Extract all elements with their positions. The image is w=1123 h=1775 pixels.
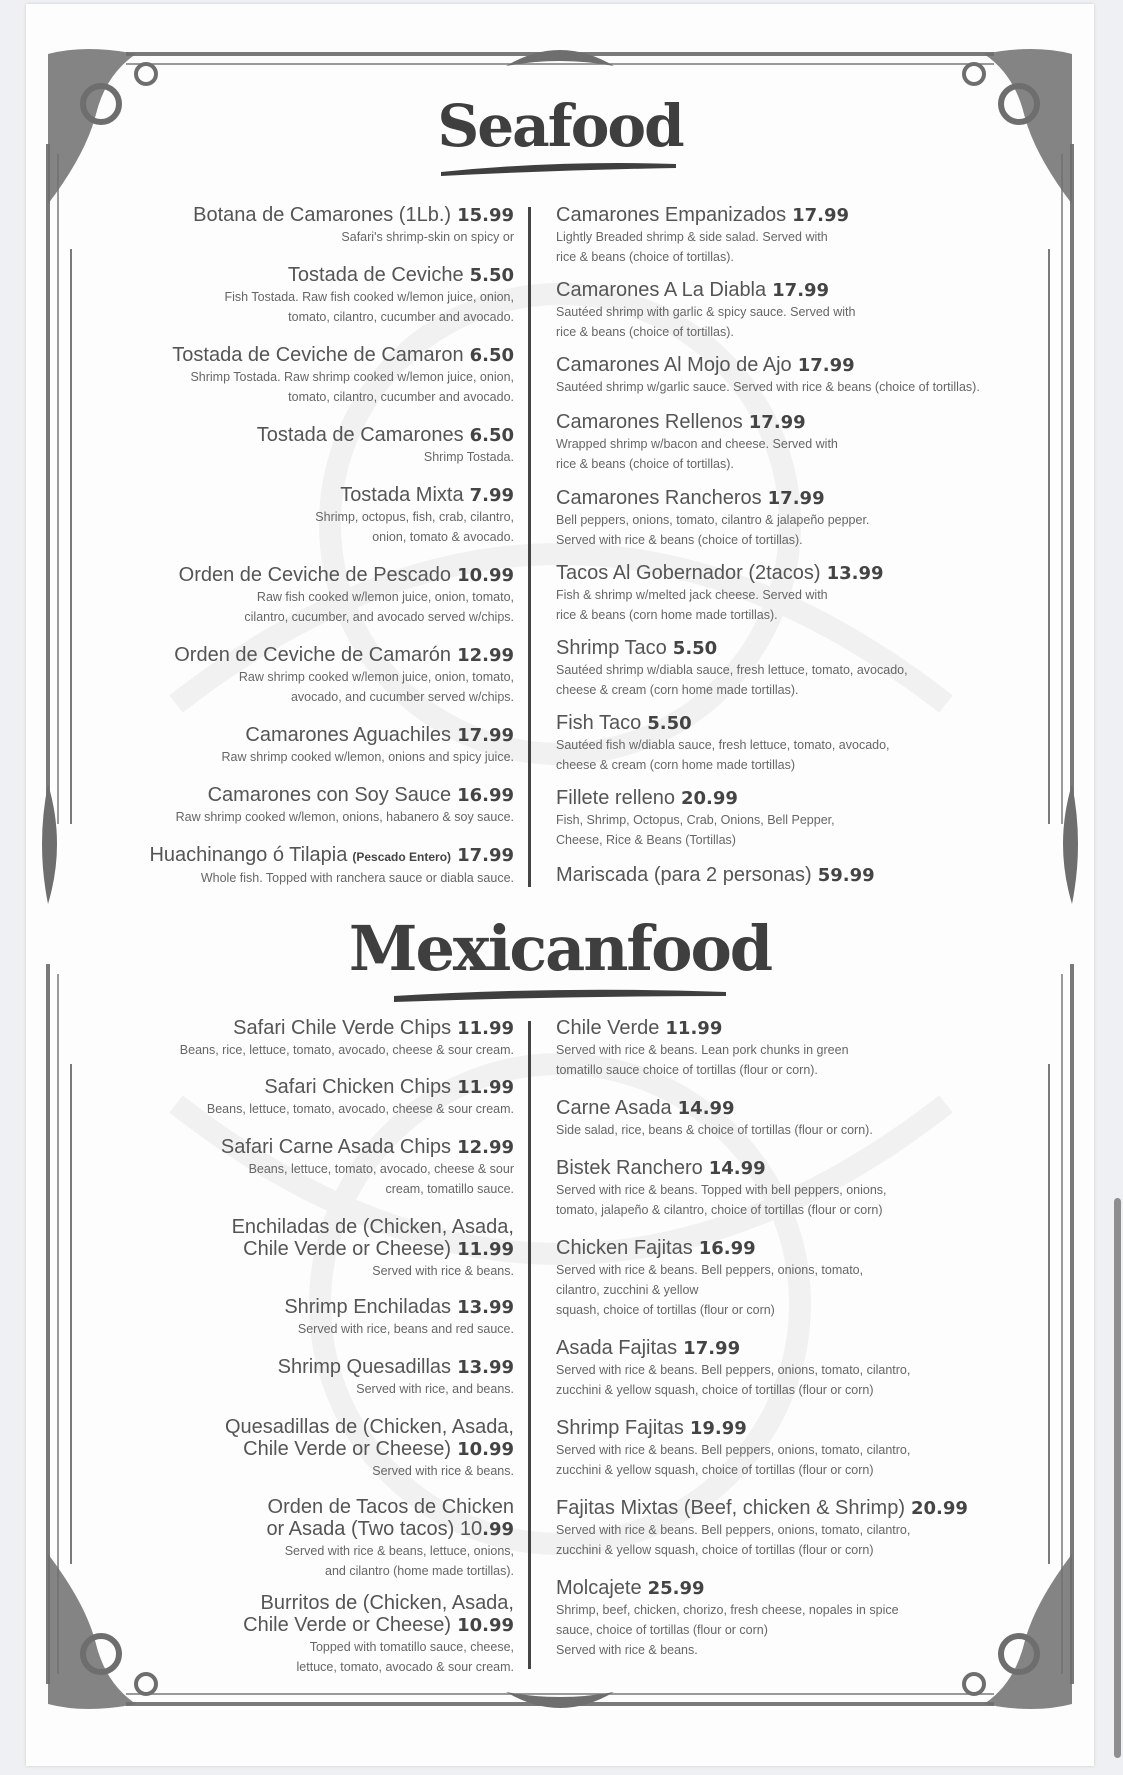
menu-item: [556, 1577, 899, 1660]
item-description: Shrimp, beef, chicken, chorizo, fresh cheese, nopales in spice: [556, 1603, 899, 1617]
item-name: Quesadillas de (Chicken, Asada,: [224, 1416, 514, 1438]
item-name: Safari Carne Asada Chips: [220, 1136, 452, 1158]
item-price: 13.99: [457, 1297, 514, 1318]
item-description: cheese & cream (corn home made tortillas).: [556, 683, 799, 697]
item-description: rice & beans (corn home made tortillas).: [556, 608, 778, 622]
menu-item: [315, 484, 514, 547]
menu-item: [556, 279, 855, 342]
menu-item: [180, 1017, 514, 1060]
menu-item: [176, 784, 514, 827]
menu-item: [556, 712, 890, 775]
menu-item: [556, 354, 980, 397]
item-description: cilantro, cucumber, and avocado served w/chips.: [244, 610, 514, 624]
menu-item: [257, 424, 514, 467]
item-price: 17.99: [683, 1338, 741, 1359]
item-description: Raw shrimp cooked w/lemon, onions, habanero & soy sauce.: [175, 810, 514, 824]
item-name-line: [257, 424, 514, 447]
item-name-line: [556, 1017, 849, 1040]
item-name: Tostada de Camarones: [256, 424, 464, 446]
item-name: Camarones Aguachiles: [245, 724, 452, 746]
item-description: Served with rice & beans, lettuce, onions,: [284, 1544, 514, 1558]
item-price: 17.99: [792, 205, 850, 226]
item-price: 17.99: [748, 412, 806, 433]
item-description: Lightly Breaded shrimp & side salad. Served with: [556, 230, 828, 244]
item-name: Shrimp Fajitas: [556, 1417, 684, 1439]
menu-item: [193, 204, 514, 247]
item-name: Tostada de Ceviche: [287, 264, 464, 286]
menu-item: [556, 562, 884, 625]
item-description: Served with rice & beans. Bell peppers, onions, tomato,: [556, 1263, 864, 1277]
item-name-line: [556, 411, 838, 434]
item-name-continued: or Asada (Two tacos) 10: [266, 1518, 483, 1540]
item-name: Tacos Al Gobernador (2tacos): [556, 562, 821, 584]
item-description: Served with rice, beans and red sauce.: [297, 1322, 514, 1336]
menu-item: [172, 344, 514, 407]
item-name-line: [284, 1296, 514, 1319]
item-price: 13.99: [826, 563, 884, 584]
menu-item: [174, 644, 514, 707]
mexicanfood-title: Mexicanfood: [348, 912, 772, 985]
item-price: 10.99: [457, 1439, 514, 1460]
item-description: Shrimp Tostada.: [423, 450, 514, 464]
menu-item: [556, 1157, 887, 1220]
item-description: tomato, cilantro, cucumber and avocado.: [288, 390, 514, 404]
item-description: Sautéed fish w/diabla sauce, fresh lettuce, tomato, avocado,: [556, 738, 890, 752]
item-name-line: [556, 562, 884, 585]
menu-item: [232, 1216, 514, 1281]
item-description: Raw shrimp cooked w/lemon juice, onion, tomato,: [238, 670, 514, 684]
item-description: lettuce, tomato, avocado & sour cream.: [296, 1660, 514, 1674]
item-description: Served with rice & beans. Bell peppers, onions, tomato, cilantro,: [556, 1523, 911, 1537]
menu-item: [556, 1417, 910, 1480]
item-price: 16.99: [698, 1238, 756, 1259]
item-description: Served with rice & beans (choice of tortillas).: [556, 533, 803, 547]
item-price: 15.99: [457, 205, 514, 226]
item-description: Served with rice & beans. Bell peppers, onions, tomato, cilantro,: [556, 1363, 911, 1377]
item-name-line: [556, 712, 890, 735]
item-description: Served with rice & beans. Bell peppers, onions, tomato, cilantro,: [556, 1443, 911, 1457]
menu-item: [556, 204, 849, 267]
item-name-line: [556, 864, 875, 887]
menu-item: [556, 864, 875, 887]
item-name: Camarones A La Diabla: [556, 279, 767, 301]
item-description: rice & beans (choice of tortillas).: [556, 325, 734, 339]
item-price: 11.99: [665, 1018, 723, 1039]
item-name: Camarones con Soy Sauce: [207, 784, 452, 806]
item-name-line: [556, 1097, 873, 1120]
item-name: Botana de Camarones (1Lb.): [193, 204, 452, 226]
item-name-line: [193, 204, 514, 227]
item-description: Fish Tostada. Raw fish cooked w/lemon juice, onion,: [224, 290, 514, 304]
item-description: Served with rice & beans.: [372, 1464, 514, 1478]
menu-item: [556, 1097, 873, 1140]
menu-item: [266, 1496, 514, 1581]
item-name-line: [224, 264, 514, 287]
menu-item: [556, 1497, 968, 1560]
item-description: and cilantro (home made tortillas).: [325, 1564, 514, 1578]
item-name-line: [556, 637, 908, 660]
item-name: Huachinango ó Tilapia: [149, 844, 348, 866]
item-name: Camarones Empanizados: [556, 204, 787, 226]
menu-item: [556, 1337, 910, 1400]
item-description: cheese & cream (corn home made tortillas): [556, 758, 795, 772]
item-description: cream, tomatillo sauce.: [385, 1182, 514, 1196]
item-name-line: [556, 1337, 910, 1360]
item-description: rice & beans (choice of tortillas).: [556, 457, 734, 471]
item-price: 19.99: [689, 1418, 747, 1439]
item-price: 25.99: [647, 1578, 705, 1599]
item-description: Whole fish. Topped with ranchera sauce or diabla sauce.: [200, 871, 514, 885]
item-description: zucchini & yellow squash, choice of tortillas (flour or corn): [556, 1543, 874, 1557]
item-name-line: [232, 1216, 514, 1238]
menu-item: [284, 1296, 514, 1339]
item-name-line: [556, 787, 835, 810]
item-description: Served with rice & beans.: [372, 1264, 514, 1278]
seafood-column-divider: [528, 207, 531, 887]
item-description: sauce, choice of tortillas (flour or corn): [556, 1623, 768, 1637]
menu-item: [243, 1592, 514, 1677]
item-price: 17.99: [772, 280, 830, 301]
item-name-line: [556, 1497, 968, 1520]
menu-item: [222, 724, 515, 767]
item-description: cilantro, zucchini & yellow: [556, 1283, 699, 1297]
item-note: (Pescado Entero): [352, 850, 452, 864]
item-name-line: [556, 1237, 863, 1260]
menu-item: [556, 1237, 863, 1320]
item-price: 59.99: [817, 865, 875, 886]
item-description: Sautéed shrimp w/garlic sauce. Served with rice & beans (choice of tortillas).: [556, 380, 980, 394]
item-description: Fish, Shrimp, Octopus, Crab, Onions, Bell Pepper,: [556, 813, 835, 827]
item-description: squash, choice of tortillas (flour or corn): [556, 1303, 775, 1317]
item-name: Chicken Fajitas: [556, 1237, 693, 1259]
item-description: rice & beans (choice of tortillas).: [556, 250, 734, 264]
item-name-line: [174, 644, 514, 667]
item-name: Orden de Ceviche de Pescado: [178, 564, 452, 586]
item-description: zucchini & yellow squash, choice of tortillas (flour or corn): [556, 1383, 874, 1397]
item-name: Asada Fajitas: [556, 1337, 678, 1359]
item-name-continued: Chile Verde or Cheese): [243, 1614, 452, 1636]
item-price: 5.50: [672, 638, 718, 659]
item-price: 6.50: [469, 425, 514, 446]
item-description: onion, tomato & avocado.: [372, 530, 514, 544]
menu-item: [556, 487, 869, 550]
item-name-line: [176, 784, 514, 807]
menu-item: [278, 1356, 514, 1399]
item-description: Shrimp, octopus, fish, crab, cilantro,: [315, 510, 514, 524]
item-price: 11.99: [457, 1018, 514, 1039]
item-name: Tostada Mixta: [340, 484, 464, 506]
item-price: 6.50: [469, 345, 514, 366]
menu-item: [224, 264, 514, 327]
item-description: Cheese, Rice & Beans (Tortillas): [556, 833, 736, 847]
item-name: Shrimp Quesadillas: [277, 1356, 452, 1378]
item-name: Mariscada (para 2 personas): [556, 864, 812, 886]
title-underline-icon: [441, 163, 676, 176]
item-name-line: [180, 1017, 514, 1040]
item-description: Sautéed shrimp w/diabla sauce, fresh lettuce, tomato, avocado,: [556, 663, 908, 677]
item-name-line: [556, 1577, 899, 1600]
item-description: avocado, and cucumber served w/chips.: [290, 690, 514, 704]
item-name-line: [556, 487, 869, 510]
item-name: Camarones Rellenos: [556, 411, 743, 433]
item-name-line: [556, 204, 849, 227]
page-scrollbar[interactable]: [1114, 1198, 1121, 1758]
item-name-line: [243, 1592, 514, 1614]
item-description: zucchini & yellow squash, choice of tortillas (flour or corn): [556, 1463, 874, 1477]
menu-item: [556, 411, 838, 474]
item-name-line: [556, 1417, 910, 1440]
item-price: 13.99: [457, 1357, 514, 1378]
item-price: 12.99: [457, 645, 514, 666]
item-price: 12.99: [457, 1137, 514, 1158]
menu-item: [149, 844, 514, 888]
item-description: Side salad, rice, beans & choice of tortillas (flour or corn).: [556, 1123, 873, 1137]
item-name-line: [149, 844, 514, 868]
item-name: Enchiladas de (Chicken, Asada,: [231, 1216, 514, 1238]
item-price: 7.99: [469, 485, 514, 506]
item-name-line: [556, 1157, 887, 1180]
item-name: Carne Asada: [556, 1097, 672, 1119]
item-name: Orden de Ceviche de Camarón: [174, 644, 452, 666]
item-description: Beans, rice, lettuce, tomato, avocado, cheese & sour cream.: [179, 1043, 514, 1057]
item-description: Wrapped shrimp w/bacon and cheese. Served with: [556, 437, 838, 451]
item-price: 11.99: [457, 1239, 514, 1260]
item-description: tomato, jalapeño & cilantro, choice of tortillas (flour or corn): [556, 1203, 883, 1217]
item-name: Camarones Rancheros: [556, 487, 762, 509]
item-name-line: [278, 1356, 514, 1379]
item-name-line: [225, 1416, 514, 1438]
item-description: Shrimp Tostada. Raw shrimp cooked w/lemon juice, onion,: [190, 370, 514, 384]
menu-item: [556, 637, 908, 700]
item-description: Fish & shrimp w/melted jack cheese. Served with: [556, 588, 828, 602]
item-description: tomato, cilantro, cucumber and avocado.: [288, 310, 514, 324]
mexican-column-divider: [528, 1021, 531, 1669]
item-name: Molcajete: [556, 1577, 642, 1599]
item-name: Fillete relleno: [556, 787, 675, 809]
item-description: Sautéed shrimp with garlic & spicy sauce. Served with: [556, 305, 856, 319]
item-name: Tostada de Ceviche de Camaron: [172, 344, 464, 366]
item-description: Beans, lettuce, tomato, avocado, cheese & sour cream.: [206, 1102, 514, 1116]
item-price: 17.99: [457, 845, 514, 866]
item-price: 5.50: [469, 265, 514, 286]
item-name-line: [556, 354, 980, 377]
menu-page: [26, 4, 1094, 1766]
item-description: Served with rice & beans. Topped with bell peppers, onions,: [556, 1183, 887, 1197]
menu-item: [207, 1076, 514, 1119]
item-price: 5.50: [647, 713, 692, 734]
item-name-line-2: [232, 1238, 514, 1261]
item-description: Served with rice, and beans.: [356, 1382, 514, 1396]
item-name-line: [172, 344, 514, 367]
item-price: 10.99: [457, 1615, 514, 1636]
item-name: Shrimp Enchiladas: [284, 1296, 452, 1318]
item-name-continued: Chile Verde or Cheese): [243, 1238, 452, 1260]
menu-item: [225, 1416, 514, 1481]
item-name-line-2: [225, 1438, 514, 1461]
item-price: 20.99: [680, 788, 738, 809]
menu-item: [179, 564, 514, 627]
item-price: .99: [482, 1519, 514, 1540]
item-description: Served with rice & beans.: [556, 1643, 698, 1657]
item-name: Chile Verde: [556, 1017, 660, 1039]
item-description: Served with rice & beans. Lean pork chunks in green: [556, 1043, 849, 1057]
item-name: Safari Chile Verde Chips: [233, 1017, 452, 1039]
title-underline-icon: [394, 990, 726, 1002]
item-name: Fish Taco: [556, 712, 642, 734]
item-description: Raw fish cooked w/lemon juice, onion, tomato,: [256, 590, 514, 604]
item-price: 11.99: [457, 1077, 514, 1098]
item-name-line: [179, 564, 514, 587]
menu-item: [556, 787, 835, 850]
item-description: Safari's shrimp-skin on spicy or: [341, 230, 514, 244]
item-price: 14.99: [708, 1158, 766, 1179]
item-price: 17.99: [457, 725, 514, 746]
seafood-title: Seafood: [437, 92, 683, 160]
item-name: Orden de Tacos de Chicken: [267, 1496, 514, 1518]
item-description: Topped with tomatillo sauce, cheese,: [309, 1640, 514, 1654]
item-price: 14.99: [677, 1098, 735, 1119]
item-name-line-2: [266, 1518, 514, 1541]
item-price: 20.99: [911, 1498, 968, 1519]
item-price: 10.99: [457, 565, 514, 586]
item-description: Bell peppers, onions, tomato, cilantro & jalapeño pepper.: [556, 513, 870, 527]
item-name: Fajitas Mixtas (Beef, chicken & Shrimp): [556, 1497, 905, 1519]
item-name-line: [556, 279, 855, 302]
menu-item: [556, 1017, 849, 1080]
item-name: Burritos de (Chicken, Asada,: [260, 1592, 514, 1614]
item-price: 16.99: [457, 785, 514, 806]
item-name-line: [222, 724, 515, 747]
item-price: 17.99: [767, 488, 825, 509]
item-name-line-2: [243, 1614, 514, 1637]
item-description: Beans, lettuce, tomato, avocado, cheese & sour: [248, 1162, 514, 1176]
item-name: Safari Chicken Chips: [264, 1076, 452, 1098]
item-description: Raw shrimp cooked w/lemon, onions and spicy juice.: [221, 750, 514, 764]
item-name-line: [315, 484, 514, 507]
item-name: Bistek Ranchero: [556, 1157, 703, 1179]
item-description: tomatillo sauce choice of tortillas (flour or corn).: [556, 1063, 818, 1077]
item-name-line: [221, 1136, 514, 1159]
item-name-line: [266, 1496, 514, 1518]
item-name-line: [207, 1076, 514, 1099]
menu-item: [221, 1136, 514, 1199]
item-name: Camarones Al Mojo de Ajo: [556, 354, 792, 376]
item-price: 17.99: [797, 355, 855, 376]
item-name-continued: Chile Verde or Cheese): [243, 1438, 452, 1460]
item-name: Shrimp Taco: [556, 637, 667, 659]
